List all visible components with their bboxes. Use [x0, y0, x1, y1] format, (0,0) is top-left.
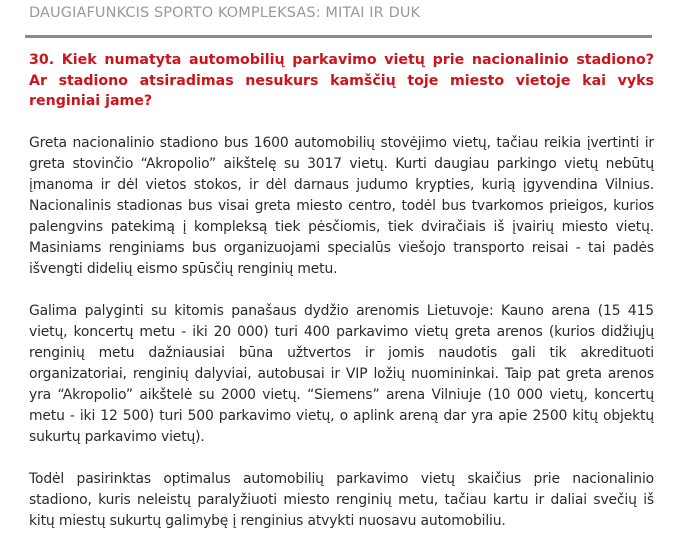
faq-question: 30. Kiek numatyta automobilių parkavimo vietų prie nacionalinio stadiono? Ar stadiono atsiradimas nesukurs kamščių toje miesto vietoje kai vyks renginiai jame?	[29, 52, 654, 109]
faq-answer-paragraph-1: Greta nacionalinio stadiono bus 1600 automobilių stovėjimo vietų, tačiau reikia įvertinti ir greta stovinčio “Akropolio” aikštelę su 3017 vietų. Kurti daugiau parkingo vietų nebūtų įmanoma ir dėl vietos stokos, ir dėl darnaus judumo krypties, kurią įgyvendina Vilnius. Nacionalinis stadionas bus visai greta miesto centro, todėl bus tvarkomos prieigos, kurios palengvins patekimą į kompleksą tiek pėsčiomis, tiek dviračiais iš įvairių miesto vietų. Masiniams renginiams bus organizuojami specialūs viešojo transporto reisai - tai padės išvengti didelių eismo spūsčių renginių metu.	[29, 134, 654, 277]
faq-item	[29, 50, 654, 553]
header-divider	[25, 35, 652, 38]
faq-answer-paragraph-2: Galima palyginti su kitomis panašaus dydžio arenomis Lietuvoje: Kauno arena (15 415 vietų, koncertų metu - iki 20 000) turi 400 parkavimo vietų greta arenos (kurios didžiųjų renginių metu dažniausiai būna užtvertos ir jomis naudotis gali tik akredituoti organizatoriai, renginių dalyviai, autobusai ir VIP ložių nuomininkai. Taip pat greta arenos yra “Akropolio” aikštelė su 2000 vietų. “Siemens” arena Vilniuje (10 000 vietų, koncertų metu - iki 12 500) turi 500 parkavimo vietų, o aplink areną dar yra apie 2500 kitų objektų sukurtų parkavimo vietų).	[29, 302, 654, 445]
section-header-title: DAUGIAFUNKCIS SPORTO KOMPLEKSAS: MITAI IR DUK	[29, 5, 421, 21]
faq-answer-paragraph-3: Todėl pasirinktas optimalus automobilių parkavimo vietų skaičius prie nacionalinio stadiono, kuris neleistų paralyžiuoti miesto renginių metu, tačiau kartu ir daliai svečių iš kitų miestų sukurtų galimybę į renginius atvykti nuosavu automobiliu.	[29, 470, 654, 529]
